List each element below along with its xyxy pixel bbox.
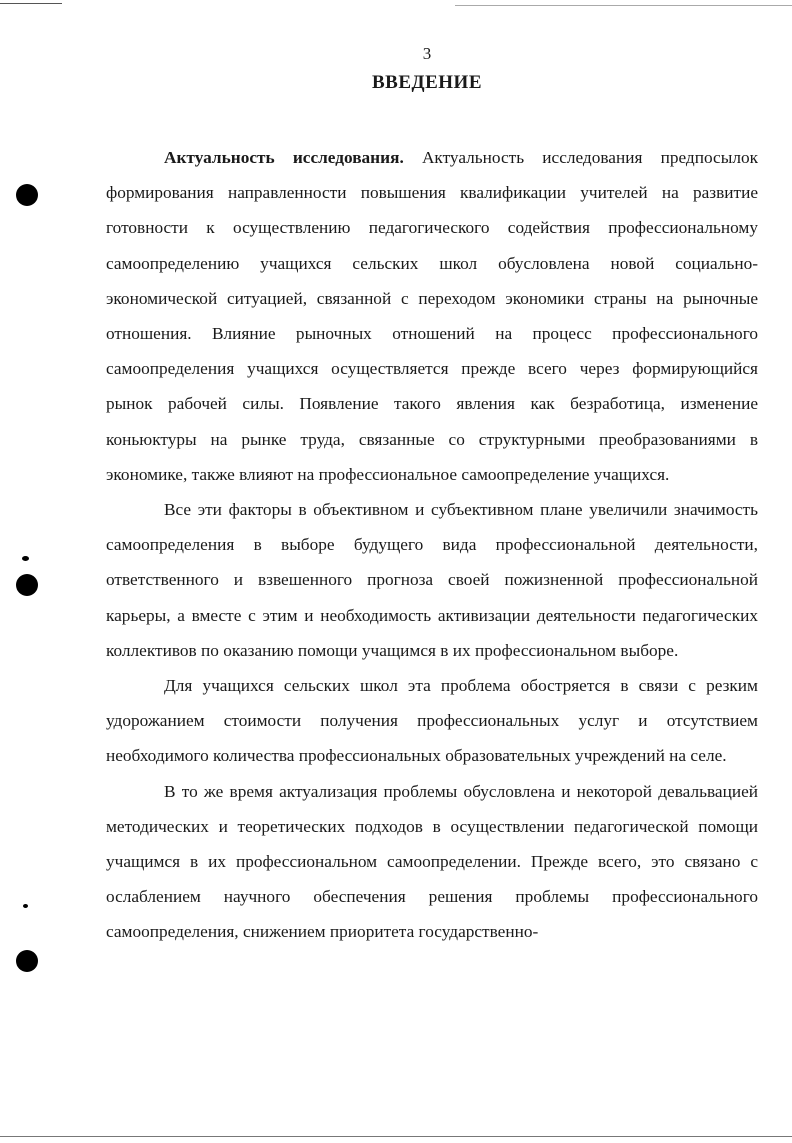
page-number: 3 [422,44,432,63]
speck-mark [22,556,29,561]
paragraph-text: Актуальность исследования предпосылок формирования направленности повышения квалификации учителей на развитие готовности к осуществлению педагогического содействия профессиональному самоопределению учащихся сельских школ обусловлена новой социально-экономической ситуацией, связанной с переходом экономики страны на рыночные отношения. Влияние рыночных отношений на процесс профессионального самоопределения учащихся осуществляется прежде всего через формирующийся рынок рабочей силы. Появление такого явления как безработица, изменение коньюктуры на рынке труда, связанные со структурными преобразованиями в экономике, также влияют на профессиональное самоопределение учащихся. [106,148,758,484]
paragraph: Для учащихся сельских школ эта проблема обостряется в связи с резким удорожанием стоимости получения профессиональных услуг и отсутствием необходимого количества профессиональных образовательных учреждений на селе. [106,676,758,766]
document-body [106,140,758,950]
punch-hole-top [16,184,38,206]
scan-edge-top-right [455,5,792,6]
paragraph-lead: Актуальность исследования. [164,148,404,167]
paragraph: В то же время актуализация проблемы обусловлена и некоторой девальвацией методических и теоретических подходов в осуществлении педагогической помощи учащимся в их профессиональном самоопределении. Прежде всего, это связано с ослаблением научного обеспечения решения проблемы профессионального самоопределения, снижением приоритета государственно- [106,781,758,942]
scan-edge-top [0,3,62,4]
page-title: ВВЕДЕНИЕ [372,72,482,93]
speck-mark [23,904,28,908]
scan-edge-bottom [0,1136,792,1137]
paragraph: Все эти факторы в объективном и субъективном плане увеличили значимость самоопределения в выборе будущего вида профессиональной деятельности, ответственного и взвешенного прогноза своей пожизненной профессиональной карьеры, а вместе с этим и необходимость активизации деятельности педагогических коллективов по оказанию помощи учащимся в их профессиональном выборе. [106,500,758,660]
paragraph [106,140,758,492]
punch-hole-bottom [16,950,38,972]
punch-hole-middle [16,574,38,596]
